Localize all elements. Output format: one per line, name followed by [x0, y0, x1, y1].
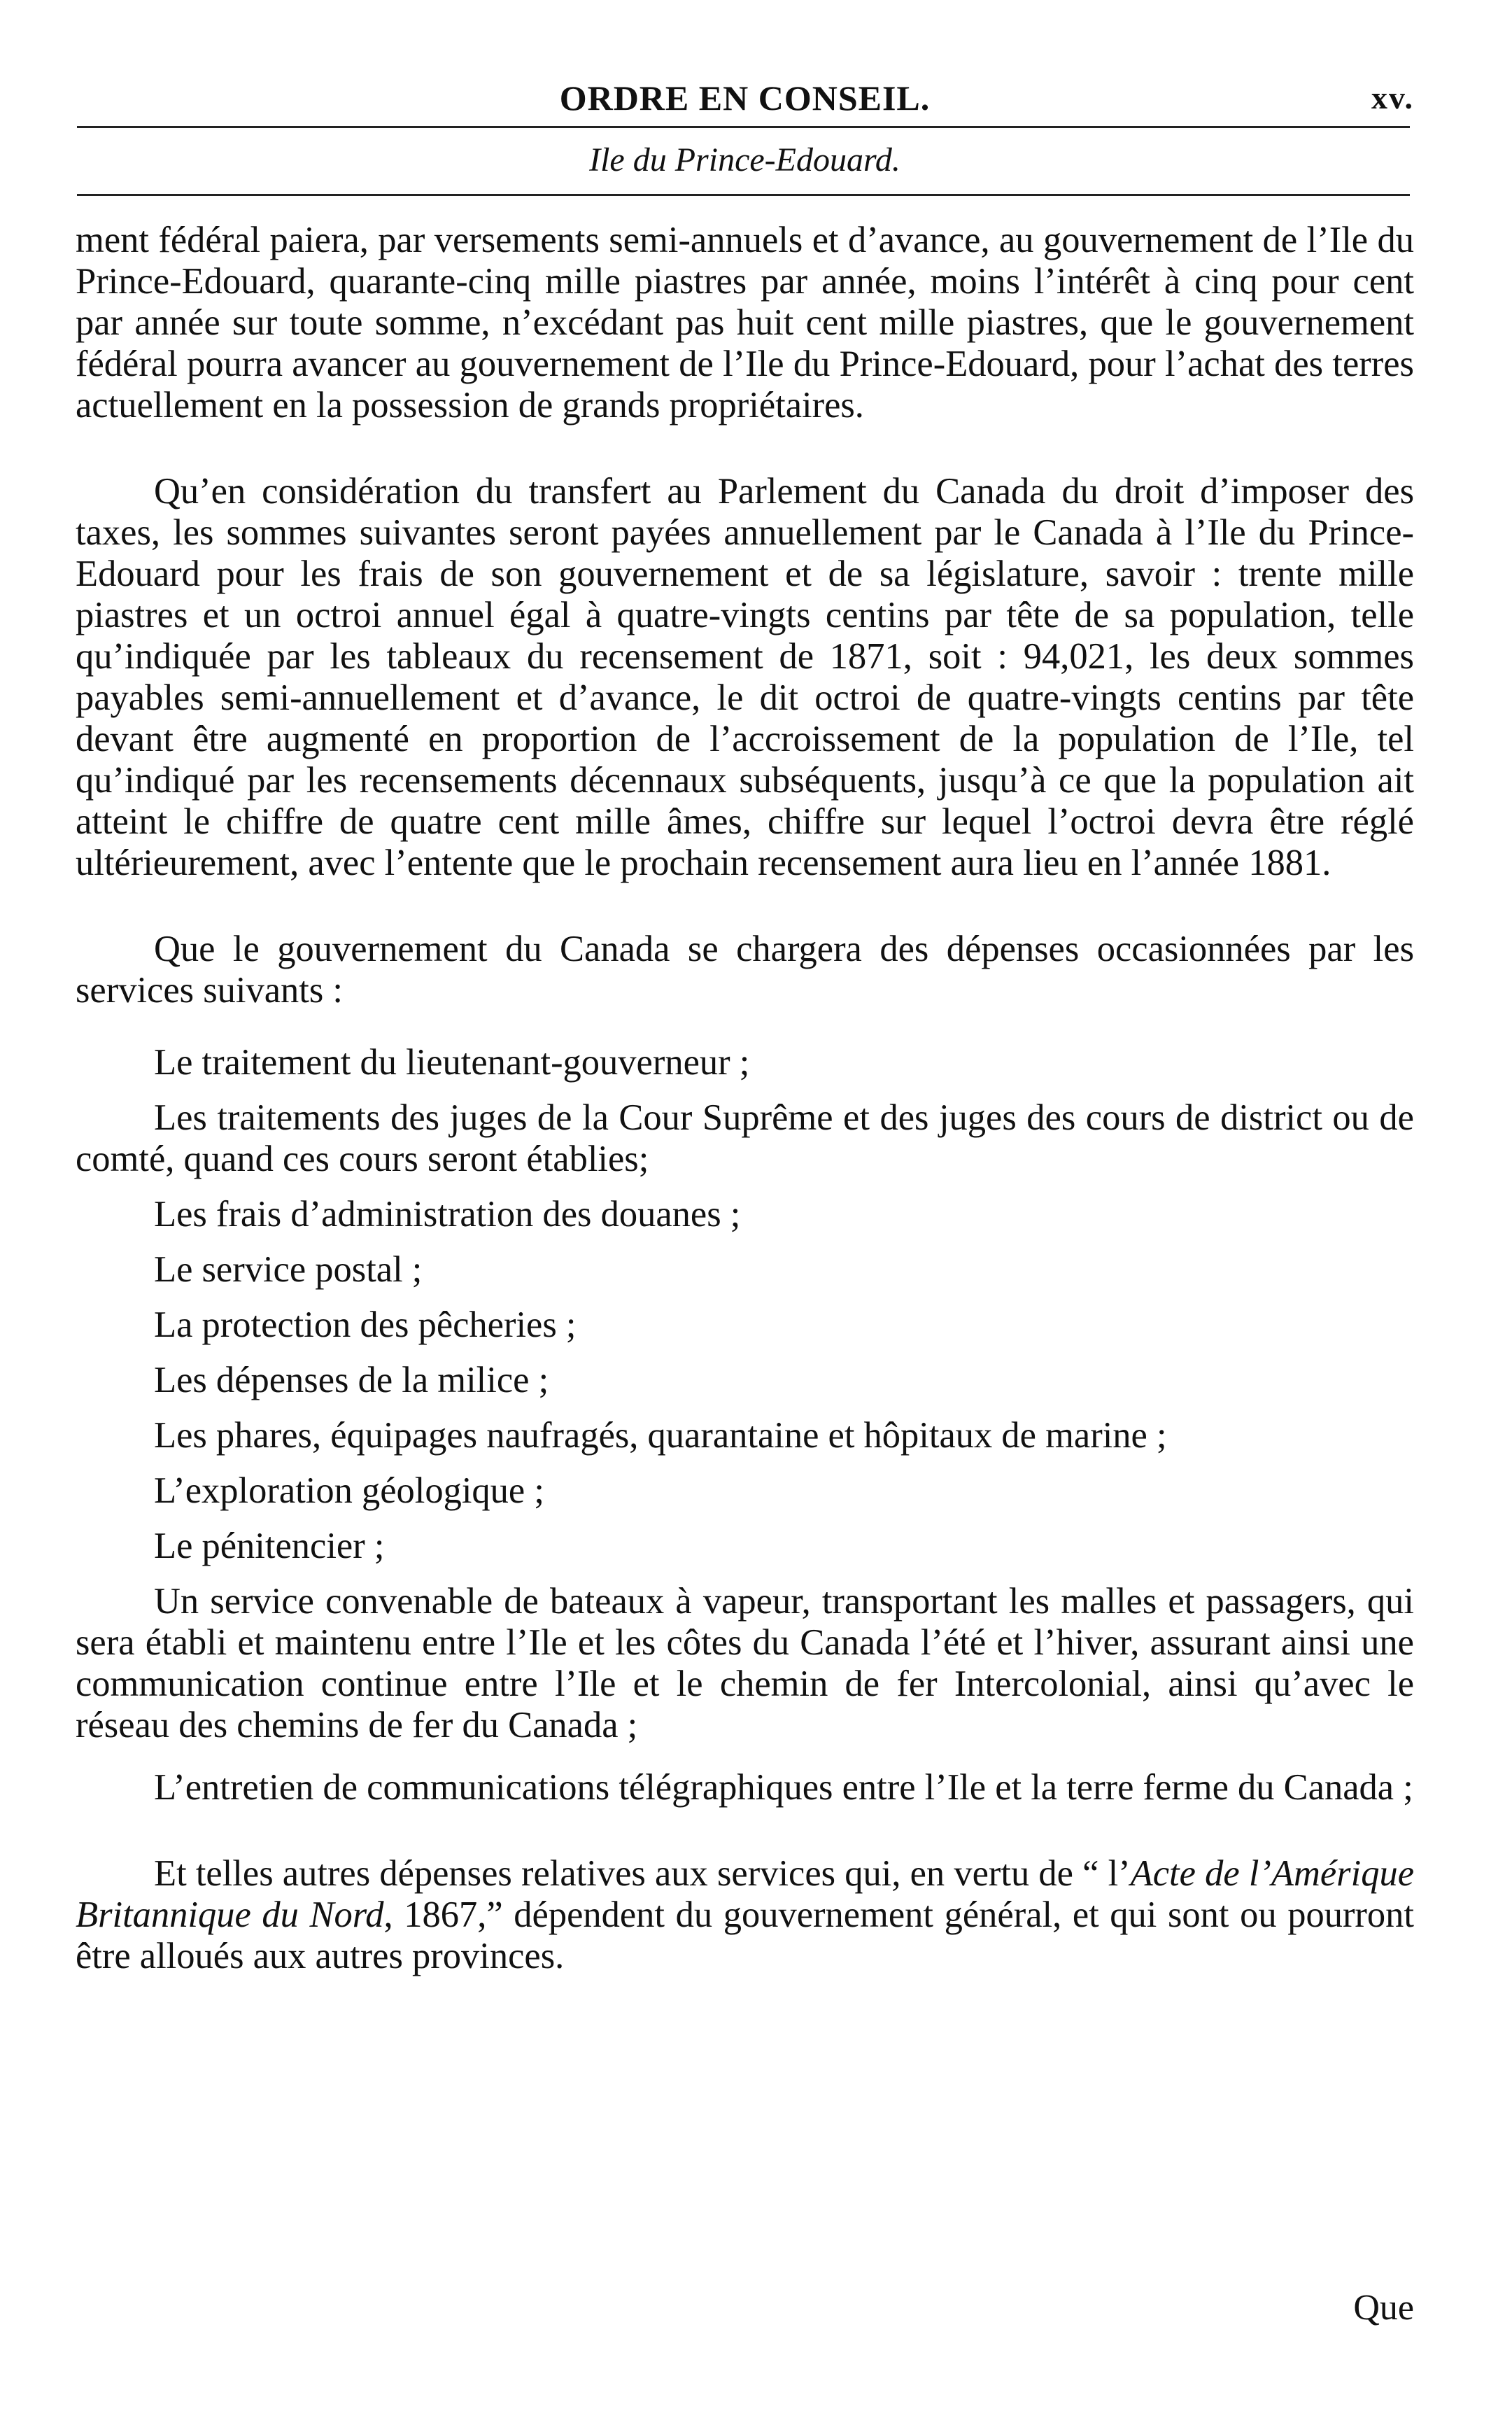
bottom-rule: [77, 194, 1410, 196]
running-title: ORDRE EN CONSEIL.: [559, 78, 931, 118]
service-item: La protection des pêcheries ;: [154, 1305, 577, 1345]
act-title: Acte de l’Amérique Britannique du Nord: [76, 1853, 1414, 1935]
body-text: [76, 220, 1414, 1977]
catchword: Que: [1353, 2288, 1414, 2328]
page-number: xv.: [1371, 80, 1414, 115]
service-item: L’exploration géologique ;: [154, 1470, 544, 1511]
service-item: Les phares, équipages naufragés, quarantaine et hôpitaux de marine ;: [154, 1415, 1167, 1456]
section-subheading: Ile du Prince-Edouard.: [589, 141, 900, 178]
service-item: L’entretien de communications télégraphiques entre l’Ile et la terre ferme du Canada ;: [154, 1767, 1413, 1808]
service-item: Le pénitencier ;: [154, 1526, 385, 1566]
service-item: Les traitements des juges de la Cour Suprême et des juges des cours de district ou de comté, quand ces cours seront établies;: [76, 1097, 1414, 1179]
service-item: Le service postal ;: [154, 1249, 423, 1290]
paragraph-services-intro: Que le gouvernement du Canada se chargera des dépenses occasionnées par les services suivants :: [76, 929, 1414, 1011]
service-item: Les dépenses de la milice ;: [154, 1360, 549, 1400]
top-rule: [77, 126, 1410, 128]
service-item: Les frais d’administration des douanes ;: [154, 1194, 741, 1235]
paragraph-subsidy: Qu’en considération du transfert au Parlement du Canada du droit d’imposer des taxes, les sommes suivantes seront payées annuellement par le Canada à l’Ile du Prince-Edouard pour les frais de son gouvernement et de sa législature, savoir : trente mille piastres et un octroi annuel égal à quatre-vingts centins par tête de sa population, telle qu’indiquée par les tableaux du recensement de 1871, soit : 94,021, les deux sommes payables semi-annuellement et d’avance, le dit octroi de quatre-vingts centins par tête devant être augmenté en proportion de l’accroissement de la population de l’Ile, tel qu’indiqué par les recensements décennaux subséquents, jusqu’à ce que la population ait atteint le chiffre de quatre cent mille âmes, chiffre sur lequel l’octroi devra être réglé ultérieurement, avec l’entente que le prochain recensement aura lieu en l’année 1881.: [76, 471, 1414, 883]
service-item: Un service convenable de bateaux à vapeur, transportant les malles et passagers, qui sera établi et maintenu entre l’Ile et les côtes du Canada l’été et l’hiver, assurant ainsi une communication continue entre l’Ile et le chemin de fer Intercolonial, ainsi qu’avec le réseau des chemins de fer du Canada ;: [76, 1581, 1414, 1745]
paragraph-continuation: ment fédéral paiera, par versements semi-annuels et d’avance, au gouvernement de l’Ile du Prince-Edouard, quarante-cinq mille piastres par année, moins l’intérêt à cinq pour cent par année sur toute somme, n’excédant pas huit cent mille piastres, que le gouvernement fédéral pourra avancer au gouvernement de l’Ile du Prince-Edouard, pour l’achat des terres actuellement en la possession de grands propriétaires.: [76, 220, 1414, 426]
closing-text-before: Et telles autres dépenses relatives aux services qui, en vertu de “ l’: [154, 1853, 1131, 1894]
paragraph-closing: [76, 1853, 1414, 1977]
closing-text-after: , 1867,” dépendent du gouvernement général, et qui sont ou pourront être alloués aux autres provinces.: [76, 1895, 1415, 1976]
service-item: Le traitement du lieutenant-gouverneur ;: [154, 1042, 750, 1083]
running-head: [76, 70, 1414, 126]
